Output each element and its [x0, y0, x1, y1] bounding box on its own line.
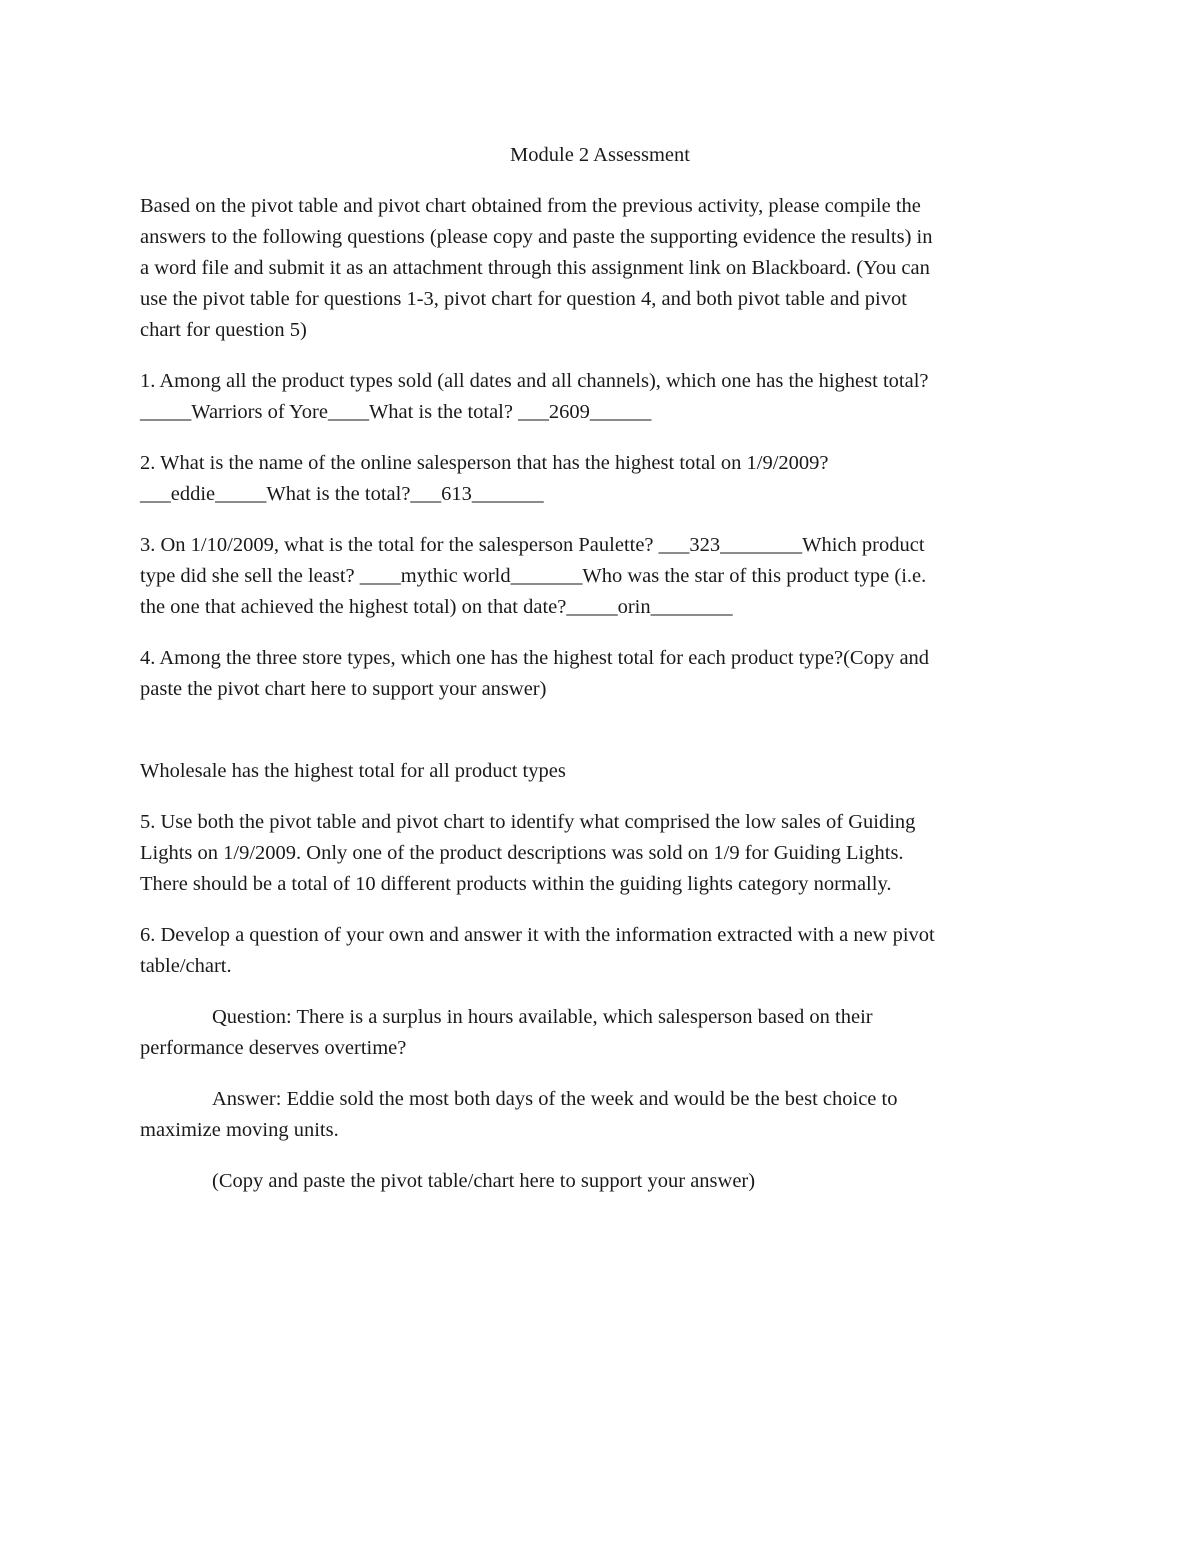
- intro-paragraph: [140, 191, 1060, 346]
- question-2: [140, 448, 1060, 510]
- question-6-support-note: [140, 1166, 1060, 1197]
- text-line: maximize moving units.: [140, 1119, 339, 1141]
- text-line: 3. On 1/10/2009, what is the total for the salesperson Paulette? ___323________Which product: [140, 534, 925, 556]
- text-line: Based on the pivot table and pivot chart obtained from the previous activity, please compile the: [140, 195, 921, 217]
- text-line: Question: There is a surplus in hours available, which salesperson based on their: [212, 1006, 873, 1028]
- text-line: 4. Among the three store types, which one has the highest total for each product type?(Copy and: [140, 647, 930, 669]
- text-line: Lights on 1/9/2009. Only one of the product descriptions was sold on 1/9 for Guiding Lights.: [140, 842, 904, 864]
- text-line: Wholesale has the highest total for all product types: [140, 760, 566, 782]
- text-line: use the pivot table for questions 1-3, pivot chart for question 4, and both pivot table and pivot: [140, 288, 907, 310]
- text-line: 6. Develop a question of your own and answer it with the information extracted with a new pivot: [140, 924, 935, 946]
- question-3: [140, 530, 1060, 623]
- text-line: table/chart.: [140, 955, 232, 977]
- question-6: [140, 920, 1060, 982]
- text-line: 2. What is the name of the online salesperson that has the highest total on 1/9/2009?: [140, 452, 829, 474]
- document-body: [140, 140, 1060, 1217]
- question-6-own-question: [140, 1002, 1060, 1064]
- text-line: type did she sell the least? ____mythic world_______Who was the star of this product type (i.e.: [140, 565, 927, 587]
- text-line: a word file and submit it as an attachment through this assignment link on Blackboard. (You can: [140, 257, 930, 279]
- question-1: [140, 366, 1060, 428]
- text-line: 1. Among all the product types sold (all dates and all channels), which one has the highest total?: [140, 370, 929, 392]
- question-5: [140, 807, 1060, 900]
- text-line: chart for question 5): [140, 319, 307, 341]
- text-line: (Copy and paste the pivot table/chart here to support your answer): [212, 1170, 756, 1192]
- text-line: answers to the following questions (please copy and paste the supporting evidence the results) in: [140, 226, 933, 248]
- text-line: performance deserves overtime?: [140, 1037, 407, 1059]
- text-line: Answer: Eddie sold the most both days of the week and would be the best choice to: [212, 1088, 898, 1110]
- text-line: paste the pivot chart here to support your answer): [140, 678, 547, 700]
- answer-line: ___eddie_____What is the total?___613_______: [140, 483, 544, 505]
- text-line: There should be a total of 10 different products within the guiding lights category normally.: [140, 873, 892, 895]
- question-6-own-answer: [140, 1084, 1060, 1146]
- question-4: [140, 643, 1060, 705]
- page-title: Module 2 Assessment: [510, 144, 690, 166]
- text-line: 5. Use both the pivot table and pivot chart to identify what comprised the low sales of Guiding: [140, 811, 916, 833]
- question-4-answer: [140, 756, 1060, 787]
- text-line: the one that achieved the highest total) on that date?_____orin________: [140, 596, 733, 618]
- blank-line: [140, 725, 1060, 756]
- answer-line: _____Warriors of Yore____What is the total? ___2609______: [140, 401, 652, 423]
